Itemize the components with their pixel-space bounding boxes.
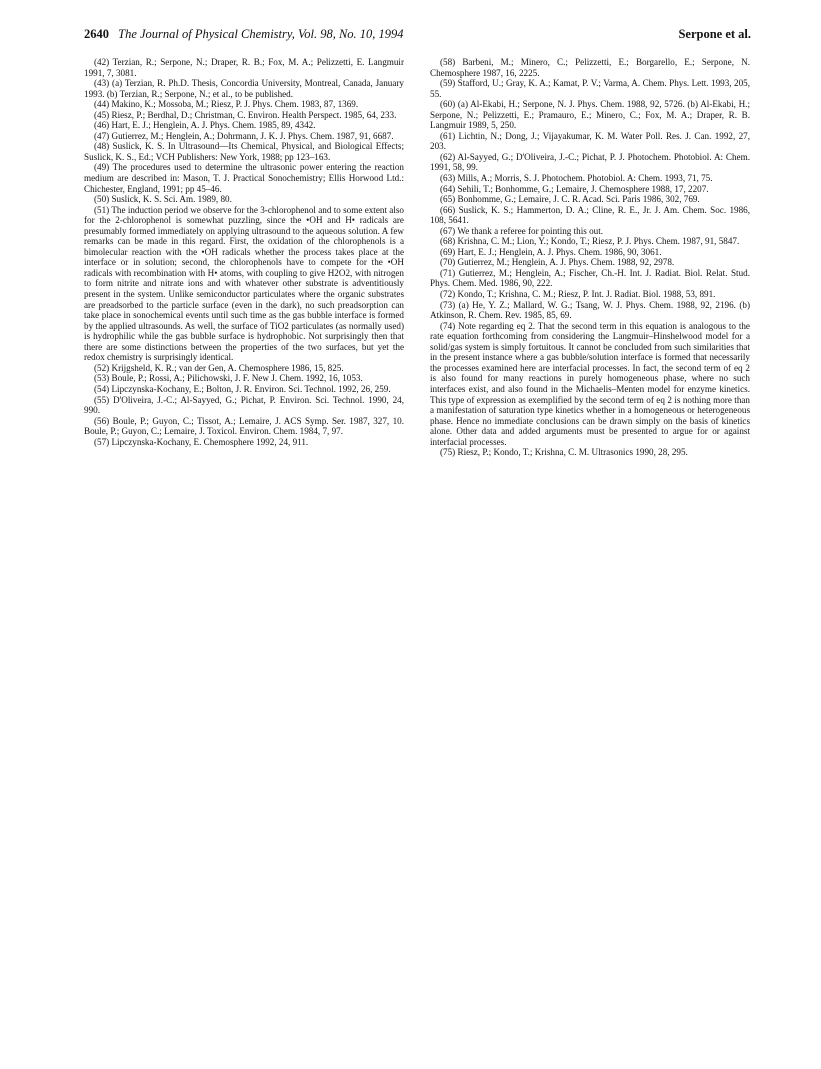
reference-45: (45) Riesz, P.; Berdhal, D.; Christman, C. Environ. Health Perspect. 1985, 64, 233. [94, 109, 397, 120]
reference-46: (46) Hart, E. J.; Henglein, A. J. Phys. Chem. 1985, 89, 4342. [94, 120, 316, 131]
reference-71: (71) Gutierrez, M.; Henglein, A.; Fischer, Ch.-H. Int. J. Radiat. Biol. Relat. Stud. Phys. Chem. Med. 1986, 90, 222. [430, 267, 750, 289]
reference-68: (68) Krishna, C. M.; Lion, Y.; Kondo, T.; Riesz, P. J. Phys. Chem. 1987, 91, 5847. [440, 236, 740, 247]
reference-65: (65) Bonhomme, G.; Lemaire, J. C. R. Acad. Sci. Paris 1986, 302, 769. [440, 194, 700, 205]
reference-64: (64) Sehili, T.; Bonhomme, G.; Lemaire, J. Chemosphere 1988, 17, 2207. [440, 183, 709, 194]
reference-66: (66) Suslick, K. S.; Hammerton, D. A.; Cline, R. E., Jr. J. Am. Chem. Soc. 1986, 108, 5641. [430, 204, 750, 226]
reference-75: (75) Riesz, P.; Kondo, T.; Krishna, C. M. Ultrasonics 1990, 28, 295. [440, 447, 688, 458]
reference-56: (56) Boule, P.; Guyon, C.; Tissot, A.; Lemaire, J. ACS Symp. Ser. 1987, 327, 10. Boule, P.; Guyon, C.; Lemaire, J. Toxicol. Environ. Chem. 1984, 7, 97. [84, 415, 404, 437]
reference-72: (72) Kondo, T.; Krishna, C. M.; Riesz, P. Int. J. Radiat. Biol. 1988, 53, 891. [440, 289, 716, 300]
reference-52: (52) Krijgsheld, K. R.; van der Gen, A. Chemosphere 1986, 15, 825. [94, 362, 344, 373]
reference-57: (57) Lipczynska-Kochany, E. Chemosphere 1992, 24, 911. [94, 436, 309, 447]
references-right-column [430, 57, 750, 458]
reference-67: (67) We thank a referee for pointing this out. [440, 225, 604, 236]
reference-73: (73) (a) He, Y. Z.; Mallard, W. G.; Tsang, W. J. Phys. Chem. 1988, 92, 2196. (b) Atkinson, R. Chem. Rev. 1985, 85, 69. [430, 299, 750, 321]
journal-citation-line: The Journal of Physical Chemistry, Vol. 98, No. 10, 1994 [118, 27, 404, 41]
reference-42: (42) Terzian, R.; Serpone, N.; Draper, R. B.; Fox, M. A.; Pelizzetti, E. Langmuir 1991, 7, 3081. [84, 57, 404, 78]
reference-54: (54) Lipczynska-Kochany, E.; Bolton, J. R. Environ. Sci. Technol. 1992, 26, 259. [94, 383, 391, 394]
reference-44: (44) Makino, K.; Mossoba, M.; Riesz, P. J. Phys. Chem. 1983, 87, 1369. [94, 99, 359, 110]
reference-50: (50) Suslick, K. S. Sci. Am. 1989, 80. [94, 194, 232, 205]
reference-60: (60) (a) Al-Ekabi, H.; Serpone, N. J. Phys. Chem. 1988, 92, 5726. (b) Al-Ekabi, H.; Serpone, N.; Pelizzetti, E.; Pramauro, E.; Minero, C.; Fox, M. A.; Draper, R. B. Langmuir 1989, 5, 250. [430, 99, 750, 131]
reference-63: (63) Mills, A.; Morris, S. J. Photochem. Photobiol. A: Chem. 1993, 71, 75. [440, 173, 713, 184]
running-header [84, 24, 751, 44]
reference-48: (48) Suslick, K. S. In Ultrasound—Its Chemical, Physical, and Biological Effects; Suslick, K. S., Ed.; VCH Publishers: New York, 1988; pp 123–163. [84, 141, 404, 162]
reference-61: (61) Lichtin, N.; Dong, J.; Vijayakumar, K. M. Water Poll. Res. J. Can. 1992, 27, 203. [430, 130, 750, 152]
reference-53: (53) Boule, P.; Rossi, A.; Pilichowski, J. F. New J. Chem. 1992, 16, 1053. [94, 373, 363, 384]
reference-43: (43) (a) Terzian, R. Ph.D. Thesis, Concordia University, Montreal, Canada, January 1993. (b) Terzian, R.; Serpone, N.; et al., to be published. [84, 78, 404, 99]
running-authors: Serpone et al. [678, 27, 751, 41]
reference-62: (62) Al-Sayyed, G.; D'Oliveira, J.-C.; Pichat, P. J. Photochem. Photobiol. A: Chem. 1991, 58, 99. [430, 151, 750, 173]
reference-69: (69) Hart, E. J.; Henglein, A. J. Phys. Chem. 1986, 90, 3061. [440, 246, 662, 257]
reference-58: (58) Barbeni, M.; Minero, C.; Pelizzetti, E.; Borgarello, E.; Serpone, N. Chemosphere 1987, 16, 2225. [430, 57, 750, 78]
reference-59: (59) Stafford, U.; Gray, K. A.; Kamat, P. V.; Varma, A. Chem. Phys. Lett. 1993, 205, 55. [430, 78, 750, 99]
reference-47: (47) Gutierrez, M.; Henglein, A.; Dohrmann, J. K. J. Phys. Chem. 1987, 91, 6687. [94, 130, 394, 141]
references-left-column [84, 57, 404, 447]
page-number: 2640 [84, 27, 109, 41]
reference-74: (74) Note regarding eq 2. That the second term in this equation is analogous to the rate equation forthcoming from considering the Langmuir–Hinshelwood model for a solid/gas system is simply fortuitous. It cannot be concluded from such similarities that in the present instance where a gas bubble/solution interface is formed that necessarily the processes examined here are interfacial processes. In fact, the second term of eq 2 is also found for many reactions in purely homogeneous phase, where no such interfaces exist, and also found in the Michaelis–Menten model for enzyme kinetics. This type of expression as exemplified by the second term of eq 2 is nothing more than a manifestation of saturation type kinetics whether in a homogeneous or heterogeneous phase. Hence no immediate conclusions can be drawn simply on the basis of kinetics alone. Other data and added arguments must be presented to argue for or against interfacial processes. [430, 320, 750, 447]
reference-55: (55) D'Oliveira, J.-C.; Al-Sayyed, G.; Pichat, P. Environ. Sci. Technol. 1990, 24, 990. [84, 394, 404, 416]
reference-49: (49) The procedures used to determine the ultrasonic power entering the reaction medium are described in: Mason, T. J. Practical Sonochemistry; Ellis Horwood Ltd.: Chichester, England, 1991; pp 45–46. [84, 162, 404, 194]
reference-51: (51) The induction period we observe for the 3-chlorophenol and to some extent also for the 2-chlorophenol is somewhat puzzling, since the •OH and H• radicals are presumably formed immediately on applying ultrasound to the aqueous solution. A few remarks can be made in this regard. First, the oxidation of the chlorophenols is a bimolecular reaction with the •OH radicals whether the process takes place at the interface or in solution; second, the chlorophenols have to compete for the •OH radicals with recombination with H• atoms, with coupling to give H2O2, with nitrogen to form nitrite and nitrate ions and with whatever other substrate is adventitiously present in the system. Unlike semiconductor particulates where the organic substrates are preadsorbed to the particle surface (even in the dark), no such preadsorption can take place in sonochemical events until such time as the gas bubble interface is formed by the applied ultrasounds. As well, the surface of TiO2 particulates (as normally used) is hydrophilic while the gas bubble surface is hydrophobic. Not surprisingly then that there are some distinctions between the properties of the two surfaces, but yet the redox chemistry is surprisingly identical. [84, 204, 404, 363]
reference-70: (70) Gutierrez, M.; Henglein, A. J. Phys. Chem. 1988, 92, 2978. [440, 257, 675, 268]
